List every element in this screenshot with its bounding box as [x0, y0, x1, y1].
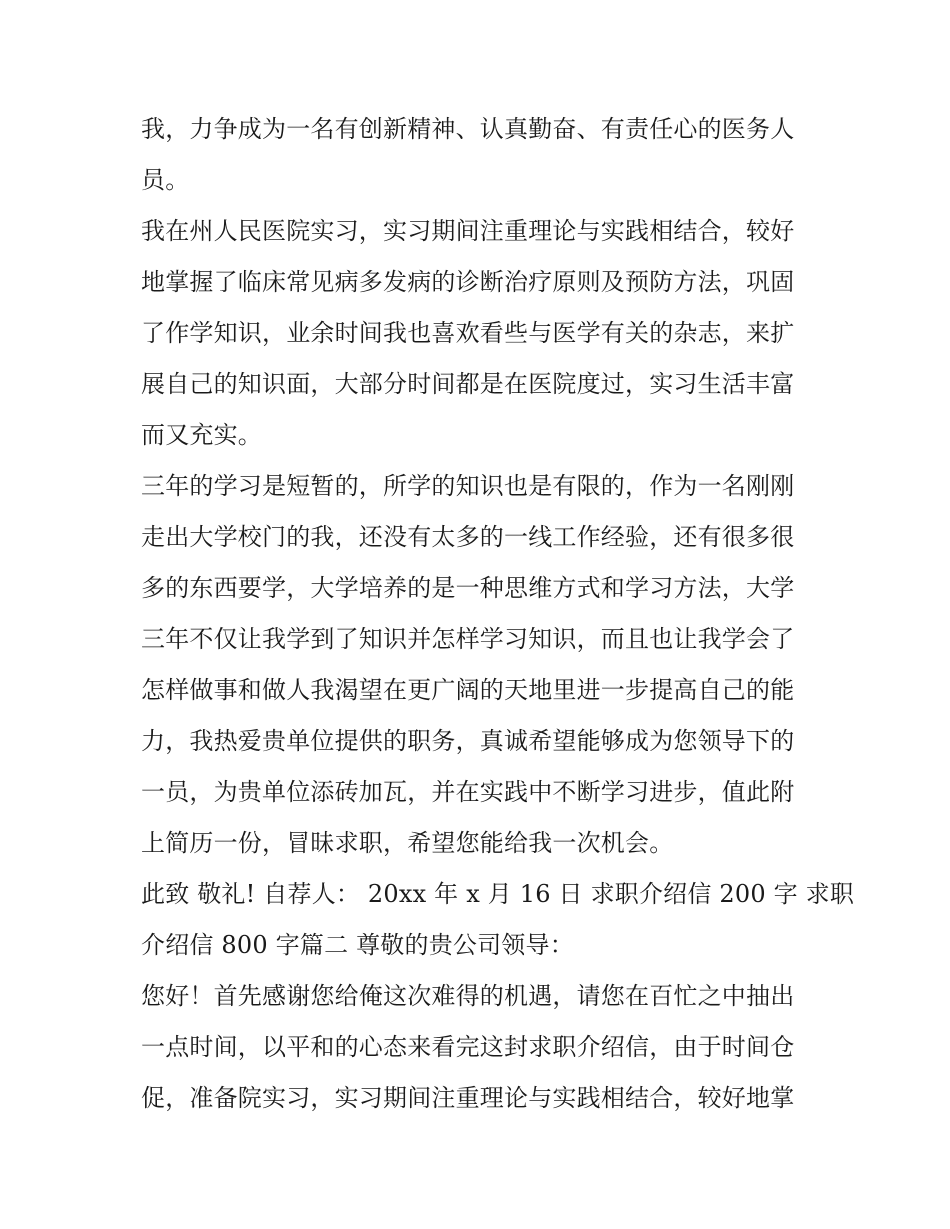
text-line: 走出大学校门的我，还没有太多的一线工作经验，还有很多很	[141, 523, 795, 551]
text-line: 多的东西要学，大学培养的是一种思维方式和学习方法，大学	[141, 574, 795, 602]
text-line: 您好！首先感谢您给俺这次难得的机遇，请您在百忙之中抽出	[141, 982, 795, 1010]
text-line: 我，力争成为一名有创新精神、认真勤奋、有责任心的医务人	[141, 115, 795, 143]
text-line: 我在州人民医院实习，实习期间注重理论与实践相结合，较好	[141, 217, 795, 245]
text-line: 一点时间，以平和的心态来看完这封求职介绍信，由于时间仓	[141, 1033, 795, 1061]
text-line: 上简历一份，冒昧求职，希望您能给我一次机会。	[141, 829, 674, 857]
text-line: 介绍信 800 字篇二 尊敬的贵公司领导：	[141, 931, 574, 959]
text-line: 了作学知识，业余时间我也喜欢看些与医学有关的杂志，来扩	[141, 319, 795, 347]
text-line: 地掌握了临床常见病多发病的诊断治疗原则及预防方法，巩固	[141, 268, 795, 296]
text-line: 力，我热爱贵单位提供的职务，真诚希望能够成为您领导下的	[141, 727, 795, 755]
text-line: 促，准备院实习，实习期间注重理论与实践相结合，较好地掌	[141, 1084, 795, 1112]
text-line: 展自己的知识面，大部分时间都是在医院度过，实习生活丰富	[141, 370, 795, 398]
text-line: 三年的学习是短暂的，所学的知识也是有限的，作为一名刚刚	[141, 472, 795, 500]
text-line: 此致 敬礼! 自荐人： 20xx 年 x 月 16 日 求职介绍信 200 字 求职	[141, 880, 855, 908]
text-line: 而又充实。	[141, 421, 262, 449]
text-line: 三年不仅让我学到了知识并怎样学习知识，而且也让我学会了	[141, 625, 795, 653]
text-line: 员。	[141, 166, 190, 194]
document-body	[141, 104, 855, 1124]
text-line: 怎样做事和做人我渴望在更广阔的天地里进一步提高自己的能	[141, 676, 795, 704]
text-line: 一员，为贵单位添砖加瓦，并在实践中不断学习进步，值此附	[141, 778, 795, 806]
